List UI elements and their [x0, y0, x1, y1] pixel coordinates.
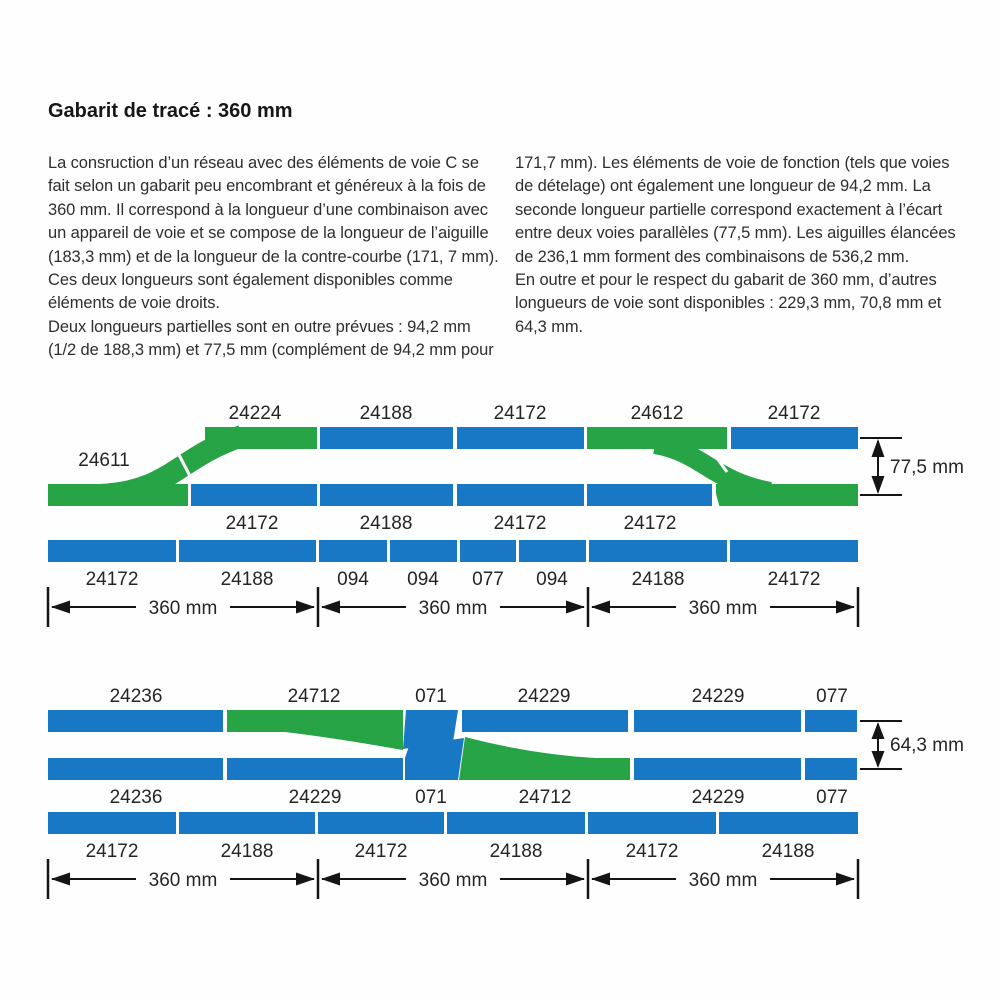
track-segment-blue-24188 — [320, 484, 453, 506]
part-number-label: 094 — [337, 569, 369, 590]
part-number-label: 24172 — [493, 403, 547, 424]
track-segment-green-24712 — [459, 737, 630, 780]
dimension-label: 64,3 mm — [890, 735, 964, 756]
part-number-label: 24188 — [220, 841, 274, 862]
part-number-label: 071 — [415, 787, 447, 808]
part-number-label: 24172 — [767, 569, 821, 590]
track-segment-blue-094 — [519, 540, 586, 562]
part-number-label: 24172 — [625, 841, 679, 862]
arrow-left-icon — [51, 873, 70, 886]
arrow-right-icon — [566, 873, 585, 886]
dimension-row-360mm — [48, 859, 858, 899]
part-number-label: 24229 — [691, 686, 745, 707]
track-segment-blue-24172 — [48, 540, 176, 562]
part-number-label: 24188 — [359, 403, 413, 424]
track-segment-blue-24229 — [227, 758, 403, 780]
track-segment-blue-24236 — [48, 710, 223, 732]
track-segment-blue-24188 — [589, 540, 727, 562]
track-segment-blue-24172 — [457, 484, 584, 506]
page-title: Gabarit de tracé : 360 mm — [48, 100, 293, 122]
part-number-label: 24188 — [631, 569, 685, 590]
arrow-down-icon — [872, 751, 885, 768]
part-number-label: 094 — [407, 569, 439, 590]
dimension-row-360mm — [48, 587, 858, 627]
track-segment-blue-24236 — [48, 758, 223, 780]
part-number-label: 077 — [816, 787, 848, 808]
body-line: (183,3 mm) et de la longueur de la contre-courbe (171, 7 mm). — [48, 247, 499, 266]
body-line: éléments de voie droits. — [48, 294, 220, 313]
body-line: 64,3 mm. — [515, 317, 583, 336]
body-line: un appareil de voie et se compose de la longueur de l’aiguille — [48, 224, 489, 243]
track-segment-blue-24172 — [588, 812, 716, 834]
track-segment-blue-24188 — [719, 812, 858, 834]
track-segment-blue-24172 — [587, 484, 712, 506]
part-number-label: 24172 — [85, 569, 139, 590]
track-segment-blue-24172 — [730, 540, 858, 562]
track-diagram-64mm — [0, 675, 1000, 910]
body-line: entre deux voies parallèles (77,5 mm). Les aiguilles élancées — [515, 224, 956, 243]
part-number-label: 24611 — [78, 450, 130, 471]
arrow-right-icon — [836, 873, 855, 886]
part-number-label: 077 — [472, 569, 504, 590]
dimension-label: 360 mm — [418, 870, 488, 891]
body-line: En outre et pour le respect du gabarit de 360 mm, d’autres — [515, 271, 937, 290]
part-number-label: 24172 — [767, 403, 821, 424]
part-number-label: 24224 — [228, 403, 282, 424]
dimension-label: 77,5 mm — [890, 457, 964, 478]
dimension-label: 360 mm — [148, 598, 218, 619]
part-number-label: 24229 — [691, 787, 745, 808]
track-diagram-77mm — [0, 395, 1000, 645]
part-number-label: 24172 — [493, 513, 547, 534]
track-segment-blue-24172 — [191, 484, 317, 506]
track-segment-blue-24172 — [731, 427, 858, 449]
arrow-left-icon — [51, 601, 70, 614]
arrow-right-icon — [296, 873, 315, 886]
part-number-label: 24172 — [225, 513, 279, 534]
part-number-label: 24229 — [517, 686, 571, 707]
part-number-label: 24712 — [518, 787, 572, 808]
track-segment-blue-24229 — [634, 710, 801, 732]
arrow-right-icon — [566, 601, 585, 614]
part-number-label: 24188 — [761, 841, 815, 862]
part-number-label: 24188 — [359, 513, 413, 534]
body-line: de dételage) ont également une longueur de 94,2 mm. La — [515, 177, 931, 196]
track-segment-blue-24188 — [179, 540, 316, 562]
track-segment-blue-077 — [805, 710, 857, 732]
dimension-label: 360 mm — [688, 598, 758, 619]
dimension-track-spacing-64mm — [860, 721, 964, 769]
body-text-right-column — [515, 152, 977, 339]
arrow-left-icon — [321, 601, 340, 614]
arrow-right-icon — [296, 601, 315, 614]
body-line: (1/2 de 188,3 mm) et 77,5 mm (complément de 94,2 mm pour — [48, 341, 494, 360]
part-number-label: 24172 — [85, 841, 139, 862]
body-line: 171,7 mm). Les éléments de voie de fonction (tels que voies — [515, 154, 950, 172]
arrow-up-icon — [872, 722, 885, 739]
dimension-label: 360 mm — [688, 870, 758, 891]
arrow-left-icon — [321, 873, 340, 886]
part-number-label: 094 — [536, 569, 568, 590]
dimension-track-spacing-77mm — [860, 438, 964, 495]
part-number-label: 071 — [415, 686, 447, 707]
part-number-label: 24172 — [354, 841, 408, 862]
dimension-label: 360 mm — [418, 598, 488, 619]
dimension-label: 360 mm — [148, 870, 218, 891]
track-segment-blue-094 — [319, 540, 387, 562]
track-segment-blue-24172 — [318, 812, 444, 834]
part-number-label: 24236 — [109, 787, 163, 808]
arrow-left-icon — [591, 601, 610, 614]
body-line: seconde longueur partielle correspond exactement à l’écart — [515, 200, 943, 219]
track-segment-green-24712 — [227, 710, 403, 732]
track-segment-blue-24229 — [634, 758, 801, 780]
body-line: de 236,1 mm forment des combinaisons de 536,2 mm. — [515, 247, 910, 266]
body-line: Ces deux longueurs sont également disponibles comme — [48, 271, 453, 290]
body-text-left-column — [48, 152, 510, 363]
arrow-up-icon — [872, 439, 885, 457]
track-segment-blue-24188 — [447, 812, 585, 834]
part-number-label: 24236 — [109, 686, 163, 707]
body-line: longueurs de voie sont disponibles : 229,3 mm, 70,8 mm et — [515, 294, 942, 313]
track-segment-blue-24229 — [462, 710, 628, 732]
track-segment-blue-24188 — [179, 812, 315, 834]
track-curve-24712-branch — [285, 732, 403, 750]
part-number-label: 24188 — [489, 841, 543, 862]
track-segment-blue-077 — [805, 758, 857, 780]
arrow-right-icon — [836, 601, 855, 614]
track-segment-green-24224 — [205, 427, 317, 449]
track-segment-blue-077 — [460, 540, 516, 562]
arrow-down-icon — [872, 476, 885, 494]
body-line: 360 mm. Il correspond à la longueur d’une combinaison avec — [48, 200, 488, 219]
part-number-label: 077 — [816, 686, 848, 707]
part-number-label: 24229 — [288, 787, 342, 808]
arrow-left-icon — [591, 873, 610, 886]
track-segment-green-branch-end — [716, 484, 858, 506]
body-line: La consruction d’un réseau avec des éléments de voie C se — [48, 154, 479, 172]
part-number-label: 24172 — [623, 513, 677, 534]
part-number-label: 24188 — [220, 569, 274, 590]
part-number-label: 24712 — [287, 686, 341, 707]
track-segment-blue-094 — [390, 540, 457, 562]
track-segment-blue-24188 — [320, 427, 453, 449]
part-number-label: 24612 — [630, 403, 684, 424]
body-line: fait selon un gabarit peu encombrant et généreux à la fois de — [48, 177, 486, 196]
body-line: Deux longueurs partielles sont en outre prévues : 94,2 mm — [48, 317, 471, 336]
track-segment-blue-24172 — [457, 427, 584, 449]
track-segment-blue-24172 — [48, 812, 176, 834]
